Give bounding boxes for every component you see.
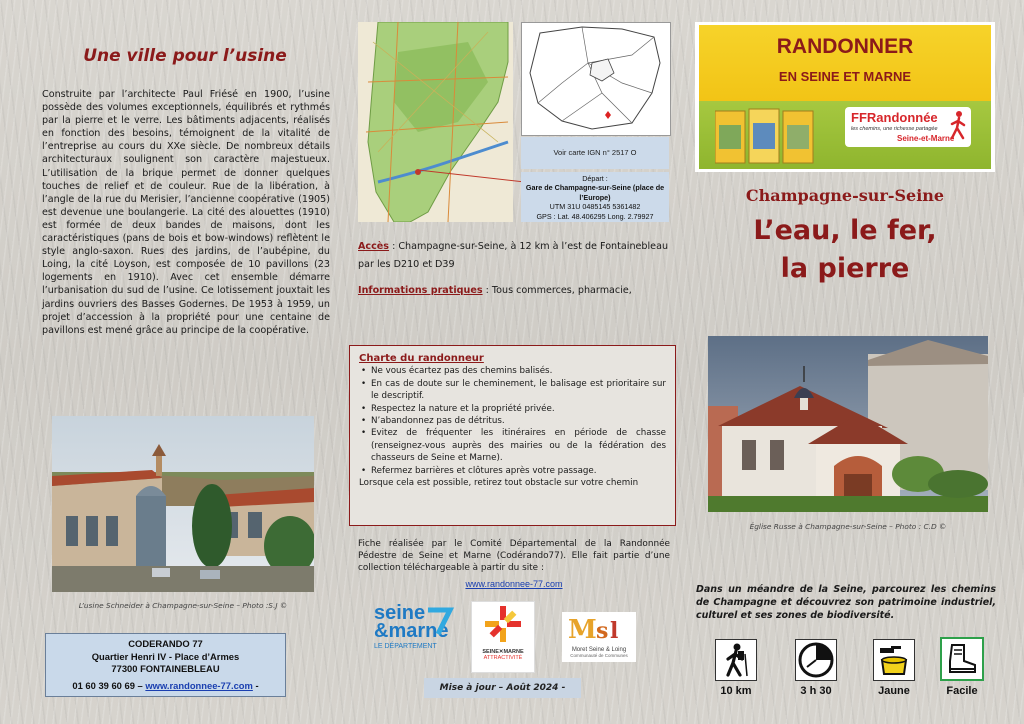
update-date: Mise à jour – Août 2024 - <box>424 678 581 698</box>
moret-monogram-icon <box>562 612 636 642</box>
left-section-title: Une ville pour l’usine <box>83 46 287 66</box>
svg-text:s: s <box>596 618 609 642</box>
seine-marne-attractivite-logo <box>471 601 535 673</box>
randonner-banner <box>695 22 995 172</box>
charter-item: • Refermez barrières et clôtures après votre passage. <box>371 465 666 477</box>
charter-item: • En cas de doute sur le cheminement, le balisage est prioritaire sur le descriptif. <box>371 378 666 403</box>
contact-phone-line <box>46 680 285 693</box>
collection-website-link[interactable]: www.randonnee-77.com <box>465 579 563 589</box>
russian-church-photo <box>708 336 988 512</box>
banner-subtitle: EN SEINE ET MARNE <box>778 69 912 84</box>
attract-line1: SEINE✕MARNE <box>482 649 524 655</box>
depart-utm: UTM 31U 0485145 5361482 <box>549 202 641 212</box>
contact-tail: - <box>255 679 259 691</box>
left-section-body: Construite par l’architecte Paul Friésé en 1900, l’usine possède des volumes exceptionnels, équilibrés et rythmés par la pierre et le verre. Les bâtiments adjacents, réalisés en fonction des besoins, témoignent de la vitalité de l’entreprise au cours du XXe siècle. De nombreux détails architecturaux soulignent son caractère majestueux. L’utilisation de la brique permet de donner quelques touches de relief et de couleur. Rue de la libération, à l’angle de la rue du Merisier, l’ancienne coopérative (1905) est devenue une boulangerie. La cité des alouettes (1910) est formée de deux bandes de maisons, dont les caractéristiques (pans de bois et bow-windows) reflètent le style anglo-saxon. Rues des jardins, de l’aubépine, du Loing, la cité Loyson, est composée de 10 pavillons (23 logements en 1910). Avec cet ensemble démarre l’urbanisation du sud de l’usine. Ce lotissement jouxtait les jardins ouvriers des Basses Godernes. De 1953 à 1959, un projet d’accession à la propriété pour une centaine de pavillons est mené grâce au principe de la coopérative. <box>42 89 330 336</box>
practical-info-line <box>358 282 670 300</box>
depart-label: Départ : <box>582 174 608 183</box>
moret-sub: Communauté de Communes <box>570 653 628 658</box>
contact-address-line1: Quartier Henri IV - Place d’Armes <box>91 650 240 662</box>
ff-region: Seine-et-Marne <box>897 134 955 143</box>
logo-77-mark <box>426 606 454 636</box>
logo-marne-word: &marne <box>374 620 449 642</box>
contact-box <box>45 633 286 697</box>
charter-title: Charte du randonneur <box>359 353 484 364</box>
ff-name: FFRandonnée <box>851 110 938 125</box>
logo-seine-word: seine <box>374 602 426 624</box>
hiker-charter-box <box>349 345 676 526</box>
sheet-credit-text: Fiche réalisée par le Comité Départemental de la Randonnée Pédestre de Seine et Marne (Codérando77). Elle fait partie d’une collection téléchargeable à partir du site : <box>358 539 670 574</box>
ff-tagline: les chemins, une richesse partagée <box>851 126 938 132</box>
seine-et-marne-department-logo <box>374 604 456 664</box>
walk-title-line2: la pierre <box>780 253 910 284</box>
attract-line2: ATTRACTIVITÉ <box>483 655 523 661</box>
walk-title <box>694 212 996 288</box>
contact-address-line2: 77300 FONTAINEBLEAU <box>111 663 220 674</box>
charter-item: • Evitez de fréquenter les itinéraires en période de chasse (renseignez-vous auprès des mairies ou de la fédération des chasseurs de Seine et Marne). <box>371 427 666 464</box>
departure-info-box <box>521 172 669 222</box>
walk-title-line1: L’eau, le fer, <box>753 215 937 246</box>
town-name: Champagne-sur-Seine <box>745 186 945 205</box>
depart-gps: GPS : Lat. 48.406295 Long. 2.79927 <box>536 211 654 221</box>
charter-list <box>359 365 666 477</box>
paint-bucket-icon <box>873 639 915 681</box>
duration-label: 3 h 30 <box>800 685 832 697</box>
difficulty-label: Facile <box>946 685 978 697</box>
france-locator-map <box>521 22 671 136</box>
banner-top <box>699 25 991 101</box>
depart-place: Gare de Champagne-sur-Seine (place de l’Europe) <box>525 183 665 202</box>
distance-label: 10 km <box>720 685 752 697</box>
factory-photo-caption: L’usine Schneider à Champagne-sur-Seine – Photo :S.J © <box>78 601 288 610</box>
banner-title: RANDONNER <box>776 35 914 58</box>
practical-info-text: : Tous commerces, pharmacie, <box>482 285 632 296</box>
walk-description: Dans un méandre de la Seine, parcourez les chemins de Champagne et découvrez son patrimoine industriel, culturel et ses zones de biodiversité. <box>696 584 996 621</box>
guidebook-covers-image <box>715 105 825 165</box>
access-line <box>358 238 670 274</box>
hiker-icon <box>715 639 757 681</box>
charter-item: • Respectez la nature et la propriété privée. <box>371 403 666 415</box>
ff-walker-icon <box>949 110 967 140</box>
access-section <box>358 238 670 300</box>
svg-text:l: l <box>610 618 619 642</box>
ffrandonnee-logo <box>845 107 971 147</box>
svg-text:M: M <box>568 615 597 642</box>
charter-footer: Lorsque cela est possible, retirez tout obstacle sur votre chemin <box>359 478 639 489</box>
charter-item: • Ne vous écartez pas des chemins balisés. <box>371 365 666 377</box>
attractivite-star-icon <box>472 602 534 644</box>
marking-color-label: Jaune <box>878 685 910 697</box>
moret-seine-loing-logo <box>562 612 636 662</box>
banner-bottom <box>699 101 991 169</box>
contact-phone: 01 60 39 60 69 – <box>72 679 143 691</box>
ign-map-reference: Voir carte IGN n° 2517 O <box>521 137 669 169</box>
practical-info-label: Informations pratiques <box>358 285 483 296</box>
factory-photo <box>52 416 314 592</box>
boot-icon <box>940 637 984 681</box>
contact-website-link[interactable]: www.randonnee-77.com <box>145 679 253 691</box>
contact-org: CODERANDO 77 <box>128 638 203 649</box>
logo-department-word: LE DÉPARTEMENT <box>374 643 437 650</box>
charter-item: • N’abandonnez pas de détritus. <box>371 415 666 427</box>
access-label: Accès <box>358 241 390 252</box>
clock-icon <box>795 639 837 681</box>
access-text: : Champagne-sur-Seine, à 12 km à l’est de Fontainebleau par les D210 et D39 <box>358 241 669 270</box>
moret-name: Moret Seine & Loing <box>571 647 627 653</box>
church-photo-caption: Église Russe à Champagne-sur-Seine – Photo : C.D © <box>749 522 947 531</box>
